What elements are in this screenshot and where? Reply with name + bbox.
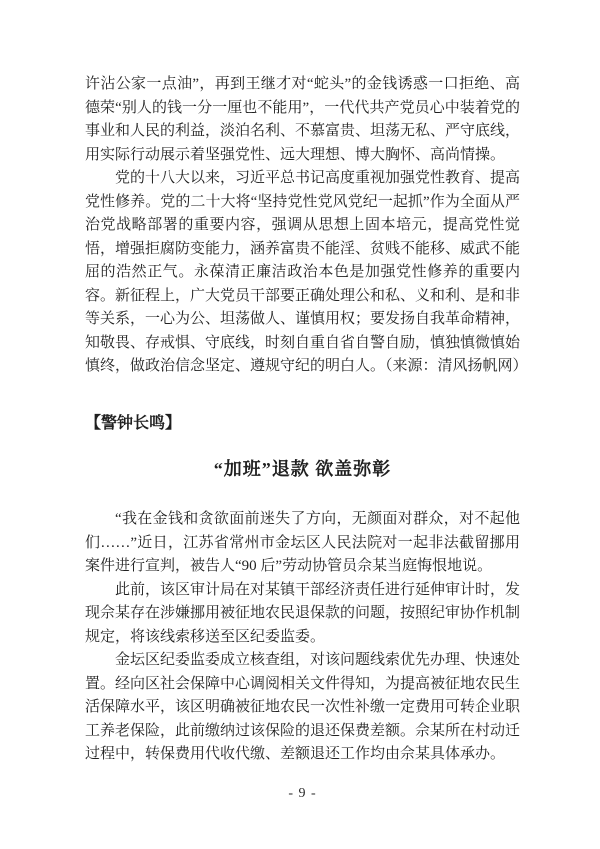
article-title: “加班”退款 欲盖弥彰 <box>213 459 392 479</box>
paragraph-investigation: 金坛区纪委监委成立核查组，对该问题线索优先办理、快速处置。经向区社会保障中心调阅相关文件得知，为提高被征地农民生活保障水平，该区明确被征地农民一次性补缴一定费用可转企业职工养老保险，此前缴纳过该保险的退还保费差额。佘某所在村动迁过程中，转保费用代收代缴、差额退还工作均由佘某具体承办。 <box>85 652 521 762</box>
paragraph-audit-discovery: 此前，该区审计局在对某镇干部经济责任进行延伸审计时，发现佘某存在涉嫌挪用被征地农民退保款的问题，按照纪审协作机制规定，将该线索移送至区纪委监委。 <box>85 581 521 645</box>
page-number: - 9 - <box>288 786 317 801</box>
body-text-block <box>85 73 528 379</box>
paragraph-confession: “我在金钱和贪欲面前迷失了方向，无颜面对群众，对不起他们……”近日，江苏省常州市金坛区人民法院对一起非法截留挪用案件进行宣判，被告人“90 后”劳动协管员佘某当庭悔恨地说。 <box>85 511 520 574</box>
paragraph-party-spirit: 党的十八大以来，习近平总书记高度重视加强党性教育、提高党性修养。党的二十大将“坚持党性党风党纪一起抓”作为全面从严治党战略部署的重要内容，强调从思想上固本培元，提高党性觉悟，增强拒腐防变能力，涵养富贵不能淫、贫贱不能移、威武不能屈的浩然正气。永葆清正廉洁政治本色是加强党性修养的重要内容。新征程上，广大党员干部要正确处理公和私、义和利、是和非等关系，一心为公、坦荡做人、谨慎用权；要发扬自我革命精神，知敬畏、存戒惧、守底线，时刻自重自省自警自励，慎独慎微慎始慎终，做政治信念坚定、遵规守纪的明白人。（来源：清风扬帆网） <box>85 170 528 374</box>
article-body-block <box>85 508 520 767</box>
paragraph-continued: 许沾公家一点油”，再到王继才对“蛇头”的金钱诱惑一口拒绝、高德荣“别人的钱一分一厘也不能用”，一代代共产党员心中装着党的事业和人民的利益，淡泊名利、不慕富贵、坦荡无私、严守底线，用实际行动展示着坚强党性、远大理想、博大胸怀、高尚情操。 <box>85 76 521 163</box>
section-header: 【警钟长鸣】 <box>85 415 182 432</box>
